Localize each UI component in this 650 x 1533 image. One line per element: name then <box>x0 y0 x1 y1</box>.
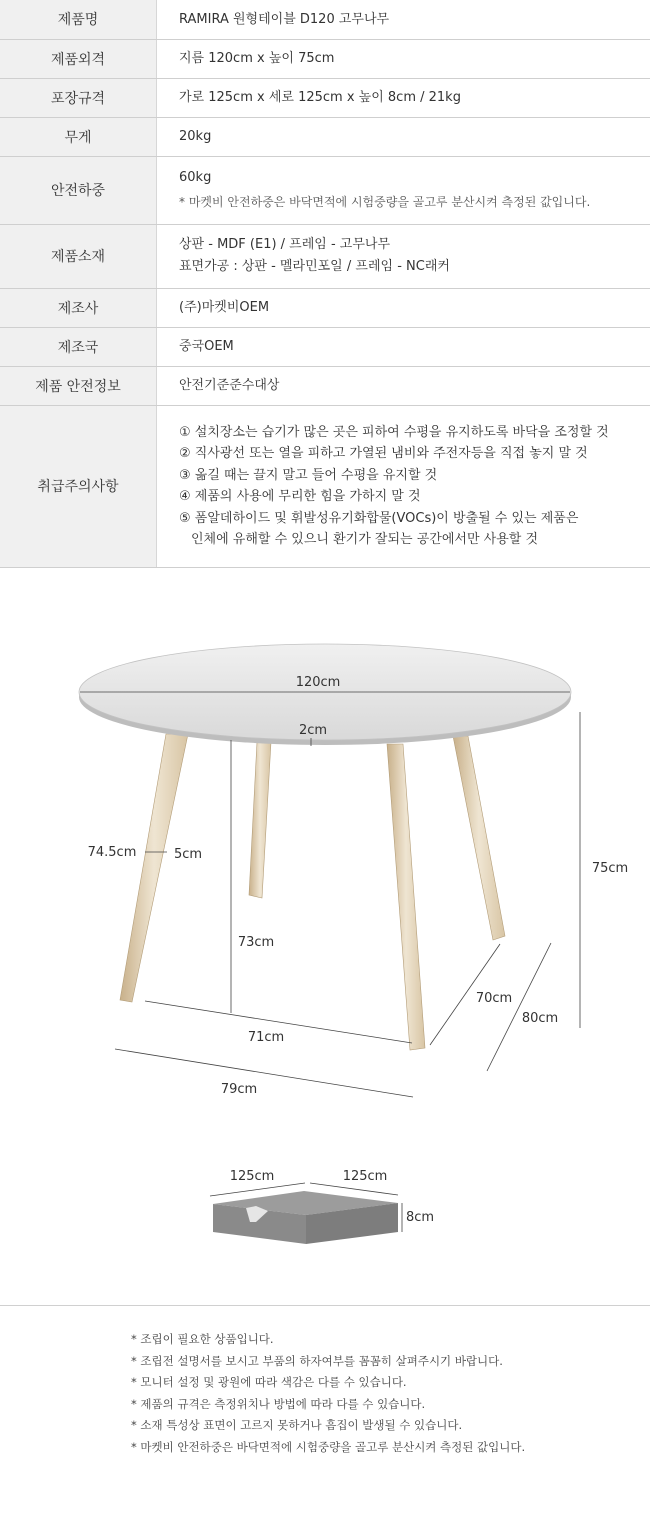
diameter-label: 120cm <box>295 675 341 690</box>
table-leg-back-right <box>453 736 505 940</box>
top-thickness-label: 2cm <box>298 723 328 738</box>
table-leg-back-left <box>249 742 271 898</box>
total-height-label: 75cm <box>591 861 629 876</box>
package-depth-line <box>310 1183 398 1195</box>
inner-span-front-label: 71cm <box>247 1030 285 1045</box>
spec-value: 상판 - MDF (E1) / 프레임 - 고무나무 표면가공 : 상판 - 멜라민포일 / 프레임 - NC래커 <box>157 224 650 288</box>
notes-list <box>131 1329 525 1458</box>
spec-label: 제품 안전정보 <box>0 366 157 405</box>
spec-row <box>0 288 650 327</box>
spec-label: 안전하중 <box>0 156 157 224</box>
spec-value: RAMIRA 원형테이블 D120 고무나무 <box>157 0 650 39</box>
package-height-label: 8cm <box>405 1210 435 1225</box>
spec-value: 60kg * 마켓비 안전하중은 바닥면적에 시험중량을 골고루 분산시켜 측정된 값입니다. <box>157 156 650 224</box>
spec-value: (주)마켓비OEM <box>157 288 650 327</box>
package-width-label: 125cm <box>229 1169 275 1184</box>
spec-value: 안전기준준수대상 <box>157 366 650 405</box>
inner-height-label: 73cm <box>237 935 275 950</box>
leg-width-label: 5cm <box>173 847 203 862</box>
note-item: * 조립이 필요한 상품입니다. <box>131 1332 274 1346</box>
spec-row <box>0 366 650 405</box>
leg-height-label: 74.5cm <box>87 845 137 860</box>
package-depth-label: 125cm <box>342 1169 388 1184</box>
note-item: * 소재 특성상 표면이 고르지 못하거나 흠집이 발생될 수 있습니다. <box>131 1418 463 1432</box>
spec-label: 제품외격 <box>0 39 157 78</box>
spec-row <box>0 39 650 78</box>
spec-label: 제품소재 <box>0 224 157 288</box>
spec-value: 지름 120cm x 높이 75cm <box>157 39 650 78</box>
spec-row <box>0 405 650 567</box>
outer-span-front-line <box>115 1049 413 1097</box>
table-leg-front-right <box>387 744 425 1050</box>
spec-value: 가로 125cm x 세로 125cm x 높이 8cm / 21kg <box>157 78 650 117</box>
spec-row <box>0 117 650 156</box>
spec-label: 제품명 <box>0 0 157 39</box>
spec-label: 무게 <box>0 117 157 156</box>
spec-value: ① 설치장소는 습기가 많은 곳은 피하여 수평을 유지하도록 바닥을 조정할 것 ② 직사광선 또는 열을 피하고 가열된 냄비와 주전자등을 직접 놓지 말 것 ③ 옮길 때는 끌지 말고 들어 수평을 유지할 것 ④ 제품의 사용에 무리한 힘을 가하지 말 것 ⑤ 폼알데하이드 및 휘발성유기화합물(VOCs)이 방출될 수 있는 제품은 인체에 유해할 수 있으니 환기가 잘되는 공간에서만 사용할 것 <box>157 405 650 567</box>
inner-span-side-label: 70cm <box>475 991 513 1006</box>
note-item: * 마켓비 안전하중은 바닥면적에 시험중량을 골고루 분산시켜 측정된 값입니다. <box>131 1439 526 1454</box>
spec-value: 20kg <box>157 117 650 156</box>
outer-span-side-line <box>487 943 551 1071</box>
spec-value: 중국OEM <box>157 327 650 366</box>
note-item: * 제품의 규격은 측정위치나 방법에 따라 다를 수 있습니다. <box>131 1396 426 1411</box>
table-leg-front-left <box>120 734 188 1002</box>
spec-row <box>0 327 650 366</box>
dimension-diagram <box>0 568 650 1306</box>
outer-span-front-label: 79cm <box>220 1082 258 1097</box>
spec-row <box>0 224 650 288</box>
spec-label: 제조사 <box>0 288 157 327</box>
spec-label: 포장규격 <box>0 78 157 117</box>
spec-label: 취급주의사항 <box>0 405 157 567</box>
spec-row <box>0 156 650 224</box>
spec-label: 제조국 <box>0 327 157 366</box>
spec-table <box>0 0 650 568</box>
spec-row <box>0 0 650 39</box>
spec-row <box>0 78 650 117</box>
outer-span-side-label: 80cm <box>521 1011 559 1026</box>
note-item: * 조립전 설명서를 보시고 부품의 하자여부를 꼼꼼히 살펴주시기 바랍니다. <box>131 1353 503 1368</box>
divider <box>0 1305 650 1306</box>
note-item: * 모니터 설정 및 광원에 따라 색감은 다를 수 있습니다. <box>131 1375 407 1389</box>
